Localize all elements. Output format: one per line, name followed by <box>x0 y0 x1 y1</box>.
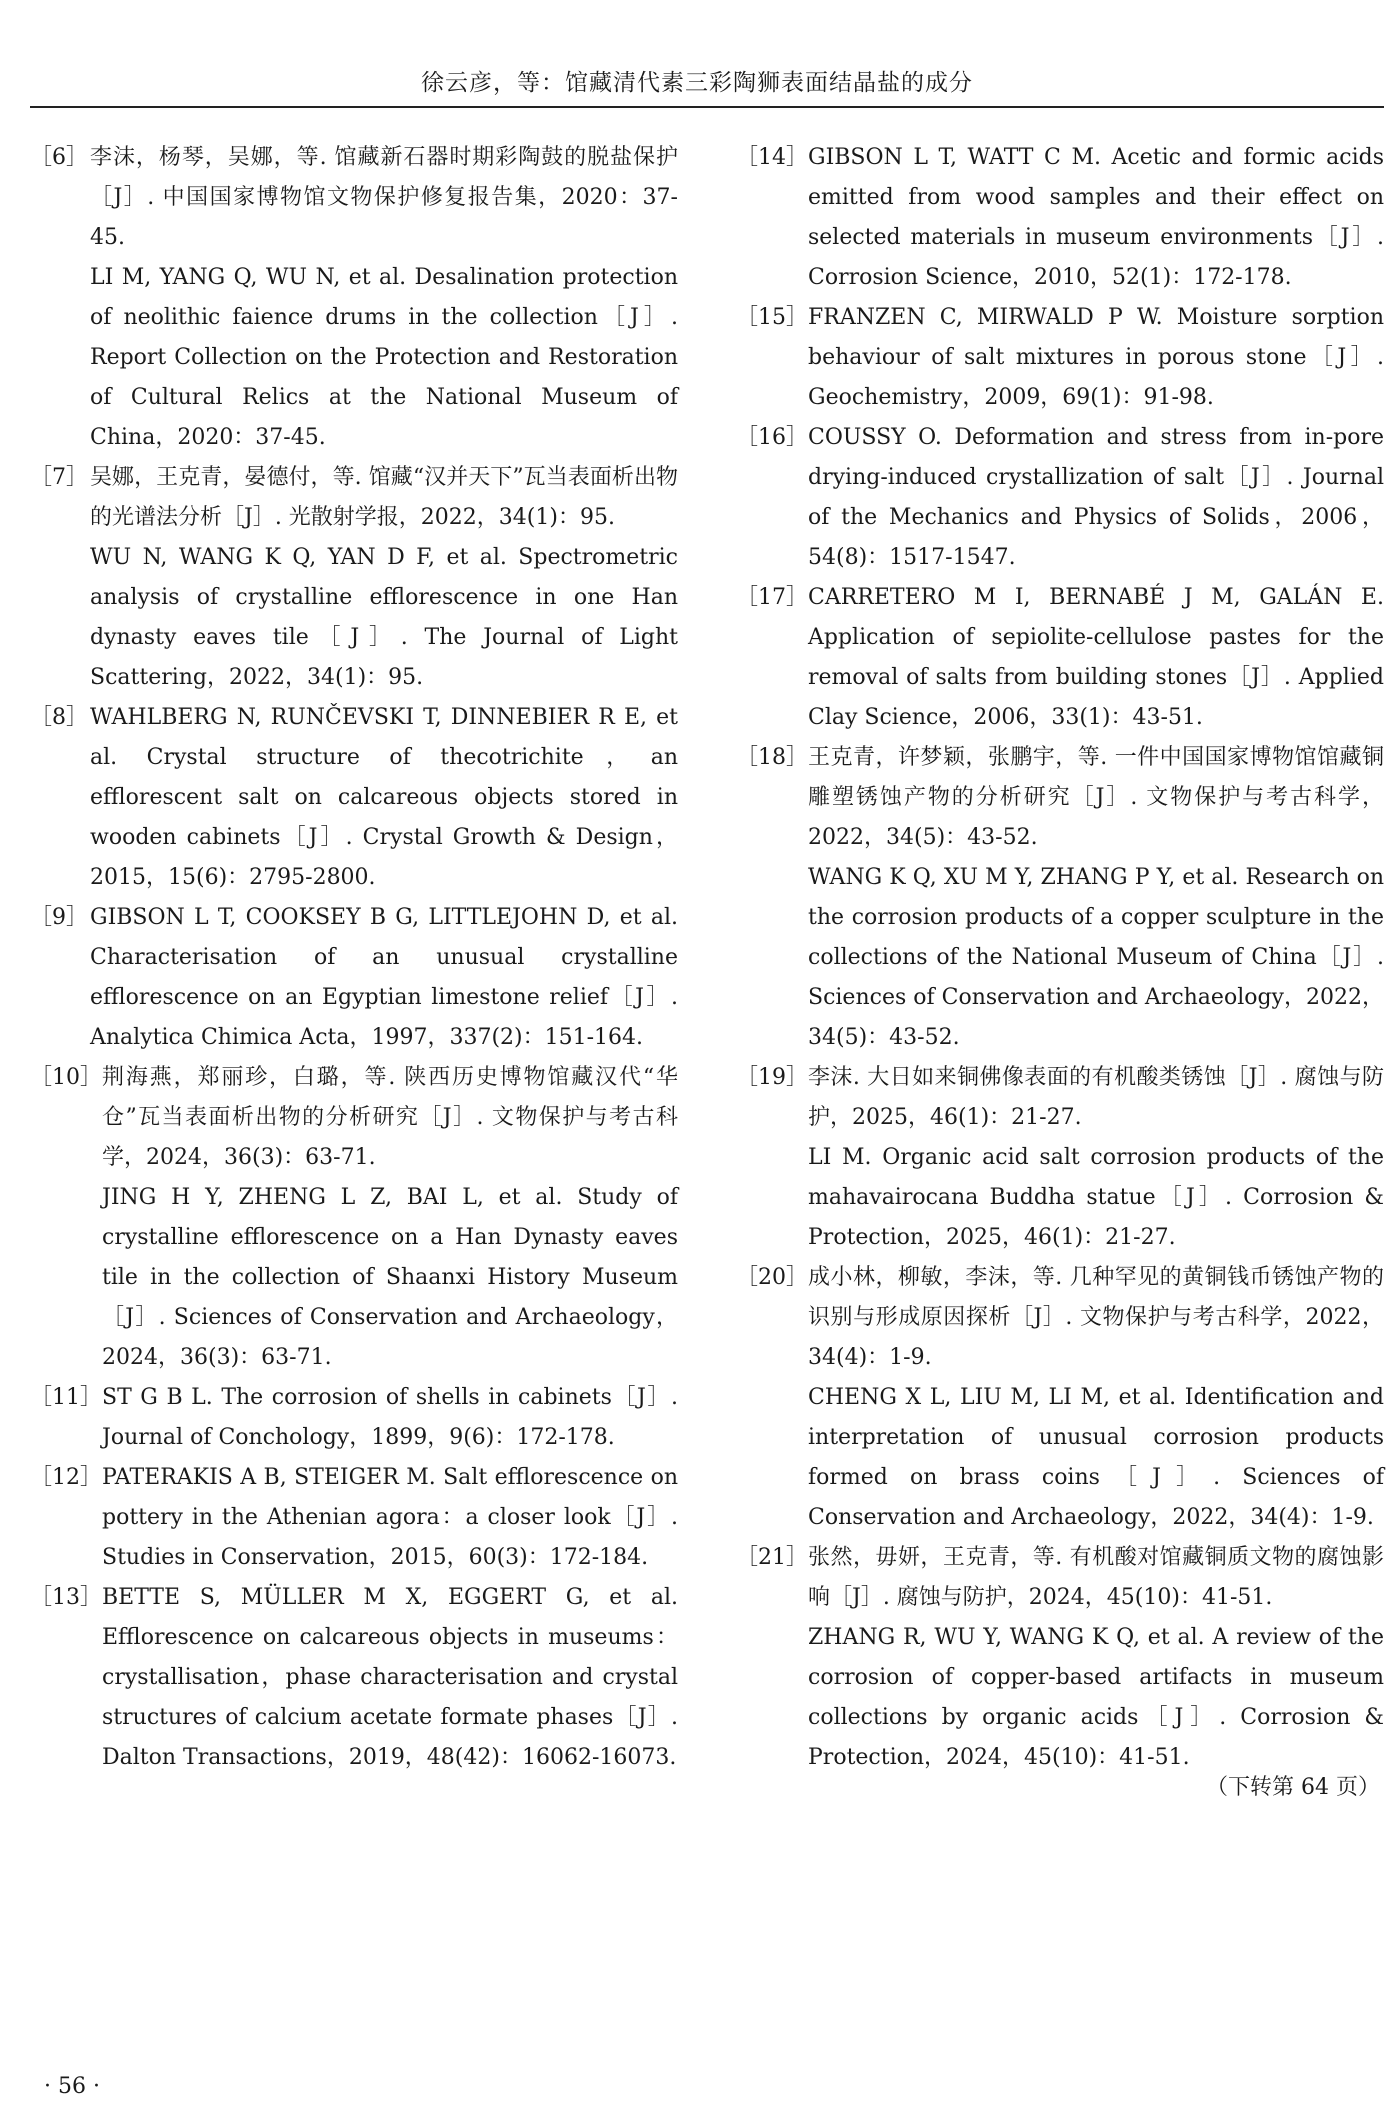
reference-number: ［19］ <box>736 1065 808 1090</box>
reference-18 <box>736 738 1384 1058</box>
reference-text-zh: 李沫，杨琴，吴娜，等. 馆藏新石器时期彩陶鼓的脱盐保护［J］. 中国国家博物馆文物保护修复报告集，2020：37-45. <box>90 145 678 250</box>
reference-text: CARRETERO M I, BERNABÉ J M, GALÁN E. Application of sepiolite-cellulose pastes for the removal of salts from building stones［J］. Applied Clay Science，2006，33(1)：43-51. <box>808 585 1384 730</box>
reference-text-zh: 荆海燕，郑丽珍，白璐，等. 陕西历史博物馆藏汉代“华仓”瓦当表面析出物的分析研究［J］. 文物保护与考古科学，2024，36(3)：63-71. <box>102 1065 678 1170</box>
reference-6 <box>30 138 678 458</box>
reference-text: FRANZEN C, MIRWALD P W. Moisture sorption behaviour of salt mixtures in porous stone［J］. Geochemistry，2009，69(1)：91-98. <box>808 305 1384 410</box>
reference-number: ［14］ <box>736 145 808 170</box>
reference-16 <box>736 418 1384 578</box>
reference-text: PATERAKIS A B, STEIGER M. Salt efflorescence on pottery in the Athenian agora：a closer look［J］. Studies in Conservation，2015，60(3)：172-184. <box>102 1465 678 1570</box>
references-left-column <box>30 138 678 1778</box>
reference-number: ［21］ <box>736 1545 808 1570</box>
reference-text-zh: 张然，毋妍，王克青，等. 有机酸对馆藏铜质文物的腐蚀影响［J］. 腐蚀与防护，2024，45(10)：41-51. <box>808 1545 1384 1610</box>
reference-text: GIBSON L T, COOKSEY B G, LITTLEJOHN D, et al. Characterisation of an unusual crystalline efflorescence on an Egyptian limestone relief［J］. Analytica Chimica Acta，1997，337(2)：151-164. <box>90 905 678 1050</box>
reference-text-en: ZHANG R, WU Y, WANG K Q, et al. A review of the corrosion of copper-based artifacts in museum collections by organic acids［J］. Corrosion & Protection，2024，45(10)：41-51. <box>808 1625 1384 1770</box>
reference-text-en: WU N, WANG K Q, YAN D F, et al. Spectrometric analysis of crystalline efflorescence in one Han dynasty eaves tile［J］. The Journal of Light Scattering，2022，34(1)：95. <box>90 545 678 690</box>
reference-number: ［9］ <box>30 905 88 930</box>
reference-text-zh: 吴娜，王克青，晏德付，等. 馆藏“汉并天下”瓦当表面析出物的光谱法分析［J］. 光散射学报，2022，34(1)：95. <box>90 465 678 530</box>
reference-number: ［13］ <box>30 1585 102 1610</box>
reference-17 <box>736 578 1384 738</box>
reference-number: ［12］ <box>30 1465 102 1490</box>
reference-number: ［8］ <box>30 705 88 730</box>
reference-text-en: LI M, YANG Q, WU N, et al. Desalination protection of neolithic faience drums in the collection［J］. Report Collection on the Protection and Restoration of Cultural Relics at the National Museum of China，2020：37-45. <box>90 265 678 450</box>
reference-text: WAHLBERG N, RUNČEVSKI T, DINNEBIER R E, et al. Crystal structure of thecotrichite，an efflorescent salt on calcareous objects stored in wooden cabinets［J］. Crystal Growth & Design，2015，15(6)：2795-2800. <box>90 705 678 890</box>
reference-19 <box>736 1058 1384 1258</box>
reference-10 <box>30 1058 678 1378</box>
references-right-column <box>736 138 1384 1778</box>
reference-text-en: WANG K Q, XU M Y, ZHANG P Y, et al. Research on the corrosion products of a copper sculpture in the collections of the National Museum of China［J］. Sciences of Conservation and Archaeology，2022，34(5)：43-52. <box>808 865 1384 1050</box>
reference-21 <box>736 1538 1384 1778</box>
reference-9 <box>30 898 678 1058</box>
reference-text: ST G B L. The corrosion of shells in cabinets［J］. Journal of Conchology，1899，9(6)：172-178. <box>102 1385 678 1450</box>
reference-text-zh: 成小林，柳敏，李沫，等. 几种罕见的黄铜钱币锈蚀产物的识别与形成原因探析［J］. 文物保护与考古科学，2022，34(4)：1-9. <box>808 1265 1384 1370</box>
reference-number: ［6］ <box>30 145 88 170</box>
reference-text-en: LI M. Organic acid salt corrosion products of the mahavairocana Buddha statue［J］. Corrosion & Protection，2025，46(1)：21-27. <box>808 1145 1384 1250</box>
reference-text-en: CHENG X L, LIU M, LI M, et al. Identification and interpretation of unusual corrosion products formed on brass coins［J］. Sciences of Conservation and Archaeology，2022，34(4)：1-9. <box>808 1385 1384 1530</box>
reference-text-zh: 李沫. 大日如来铜佛像表面的有机酸类锈蚀［J］. 腐蚀与防护，2025，46(1)：21-27. <box>808 1065 1384 1130</box>
reference-8 <box>30 698 678 898</box>
reference-text-en: JING H Y, ZHENG L Z, BAI L, et al. Study of crystalline efflorescence on a Han Dynasty eaves tile in the collection of Shaanxi History Museum［J］. Sciences of Conservation and Archaeology，2024，36(3)：63-71. <box>102 1185 678 1370</box>
reference-number: ［7］ <box>30 465 88 490</box>
reference-7 <box>30 458 678 698</box>
reference-11 <box>30 1378 678 1458</box>
header-rule <box>30 106 1384 108</box>
reference-13 <box>30 1578 678 1778</box>
reference-12 <box>30 1458 678 1578</box>
reference-14 <box>736 138 1384 298</box>
reference-number: ［16］ <box>736 425 808 450</box>
reference-15 <box>736 298 1384 418</box>
reference-text: BETTE S, MÜLLER M X, EGGERT G, et al. Efflorescence on calcareous objects in museums：crystallisation，phase characterisation and crystal structures of calcium acetate formate phases［J］. Dalton Transactions，2019，48(42)：16062-16073. <box>102 1585 678 1770</box>
reference-number: ［10］ <box>30 1065 102 1090</box>
reference-number: ［17］ <box>736 585 808 610</box>
running-title: 徐云彦，等：馆藏清代素三彩陶狮表面结晶盐的成分 <box>421 70 973 96</box>
reference-number: ［15］ <box>736 305 808 330</box>
reference-text-zh: 王克青，许梦颖，张鹏宇，等. 一件中国国家博物馆馆藏铜雕塑锈蚀产物的分析研究［J］. 文物保护与考古科学，2022，34(5)：43-52. <box>808 745 1384 850</box>
reference-text: COUSSY O. Deformation and stress from in-pore drying-induced crystallization of salt［J］. Journal of the Mechanics and Physics of Solids，2006，54(8)：1517-1547. <box>808 425 1384 570</box>
page-number: · 56 · <box>44 2074 100 2099</box>
reference-number: ［18］ <box>736 745 808 770</box>
reference-20 <box>736 1258 1384 1538</box>
reference-number: ［20］ <box>736 1265 808 1290</box>
reference-number: ［11］ <box>30 1385 102 1410</box>
reference-text: GIBSON L T, WATT C M. Acetic and formic acids emitted from wood samples and their effect on selected materials in museum environments［J］. Corrosion Science，2010，52(1)：172-178. <box>808 145 1384 290</box>
continued-note: （下转第 64 页） <box>1206 1775 1380 1800</box>
